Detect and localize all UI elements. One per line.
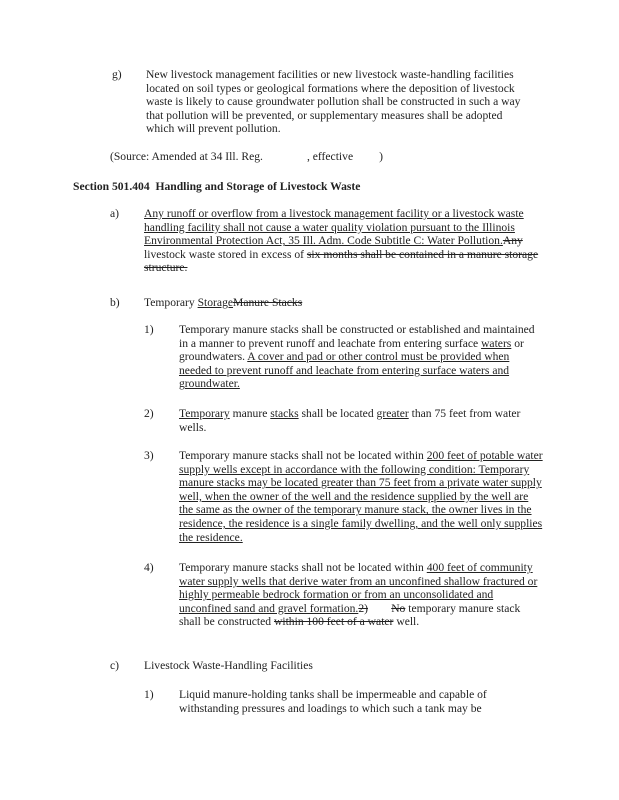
- item-a-strike-3: structure.: [144, 261, 188, 275]
- sub-2-insert-2: stacks: [270, 407, 299, 420]
- item-c-label: c): [110, 659, 120, 672]
- source-note: [110, 150, 530, 164]
- item-a-strike-1: Any: [502, 234, 523, 248]
- sub-1-label: 1): [144, 323, 154, 336]
- item-g-text: New livestock management facilities or new livestock waste-handling facilities located on soil types or geological formations where the deposition of livestock waste is likely to cause groundwater pollution shall be constructed in such a way that pollution will be prevented, or supplementary measures shall be adopted which will prevent pollution.: [146, 68, 521, 136]
- item-a-insert: Any runoff or overflow from a livestock management facility or a livestock waste handling facility shall not cause a water quality violation pursuant to the Illinois Environmental Protection Act, 35 Ill. Adm. Code Subtitle C: Water Pollution.: [144, 207, 524, 248]
- sub-3-text-1: Temporary manure stacks shall not be located within: [179, 449, 427, 462]
- section-title: Handling and Storage of Livestock Waste: [155, 180, 361, 193]
- sub-1-text-2: or groundwaters.: [179, 336, 524, 364]
- sub-4-text: [179, 561, 543, 629]
- item-b-text-1: Temporary: [144, 296, 198, 309]
- sub-4-insert: 400 feet of community water supply wells that derive water from an unconfined shallow fractured or highly permeable bedrock formation or from an unconsolidated and unconfined sand and gravel formation.: [179, 561, 538, 615]
- item-b-text: [144, 296, 524, 310]
- source-prefix: (Source: Amended at 34 Ill. Reg.: [110, 150, 263, 163]
- sub-2-text-2: shall be located: [298, 407, 377, 420]
- section-number: Section 501.404: [73, 180, 150, 193]
- sub-4-text-1: Temporary manure stacks shall not be located within: [179, 561, 427, 574]
- item-b-label: b): [110, 296, 120, 309]
- item-a-text: [144, 207, 544, 275]
- item-g-label: g): [112, 68, 122, 81]
- sub-4-strike-1: 2): [358, 601, 368, 615]
- sub-3-text: [179, 449, 543, 544]
- item-a-label: a): [110, 207, 120, 220]
- sub-2-text-3: than 75 feet from water wells.: [179, 407, 521, 434]
- sub-c1-label: 1): [144, 688, 154, 701]
- sub-1-text: [179, 323, 543, 391]
- sub-4-text-2: temporary manure stack shall be constructed: [179, 601, 521, 629]
- sub-4-text-3: well.: [393, 615, 420, 629]
- item-c-text: Livestock Waste-Handling Facilities: [144, 659, 313, 672]
- sub-4-strike-2: No: [391, 601, 406, 615]
- sub-1-text-1: Temporary manure stacks shall be constructed or established and maintained in a manner to prevent runoff and leachate from entering surface: [179, 323, 535, 350]
- source-effective: , effective: [306, 150, 354, 163]
- sub-2-insert-1: Temporary: [179, 407, 230, 420]
- sub-1-insert-2: A cover and pad or other control must be provided when needed to prevent runoff and leachate from entering surface waters and groundwater.: [179, 350, 510, 391]
- item-b-insert: Storage: [197, 296, 234, 309]
- item-a-text-1: livestock waste stored in excess of: [144, 247, 307, 261]
- sub-c1-text: Liquid manure-holding tanks shall be impermeable and capable of withstanding pressures and loadings to which such a tank may be: [179, 688, 487, 715]
- item-a-strike-2: six months shall be contained in a manure storage: [306, 247, 539, 261]
- sub-2-text-1: manure: [229, 407, 271, 420]
- sub-3-insert: 200 feet of potable water supply wells except in accordance with the following condition: Temporary manure stacks may be located greater than 75 feet from a private water supply well, when the owner of the well and the residence supplied by the well are the same as the owner of the temporary manure stack, the owner lives in the residence, the residence is a single family dwelling, and the well only supplies the residence.: [179, 449, 543, 544]
- section-heading: [73, 180, 533, 194]
- sub-3-label: 3): [144, 449, 154, 462]
- sub-4-strike-3: within 100 feet of a water: [273, 615, 394, 629]
- sub-2-label: 2): [144, 407, 154, 420]
- sub-2-insert-3: greater: [376, 407, 409, 420]
- sub-4-label: 4): [144, 561, 154, 574]
- source-suffix: ): [379, 150, 383, 163]
- item-b-strike: Manure Stacks: [233, 296, 303, 309]
- sub-2-text: [179, 407, 543, 434]
- sub-1-insert-1: waters: [481, 336, 512, 350]
